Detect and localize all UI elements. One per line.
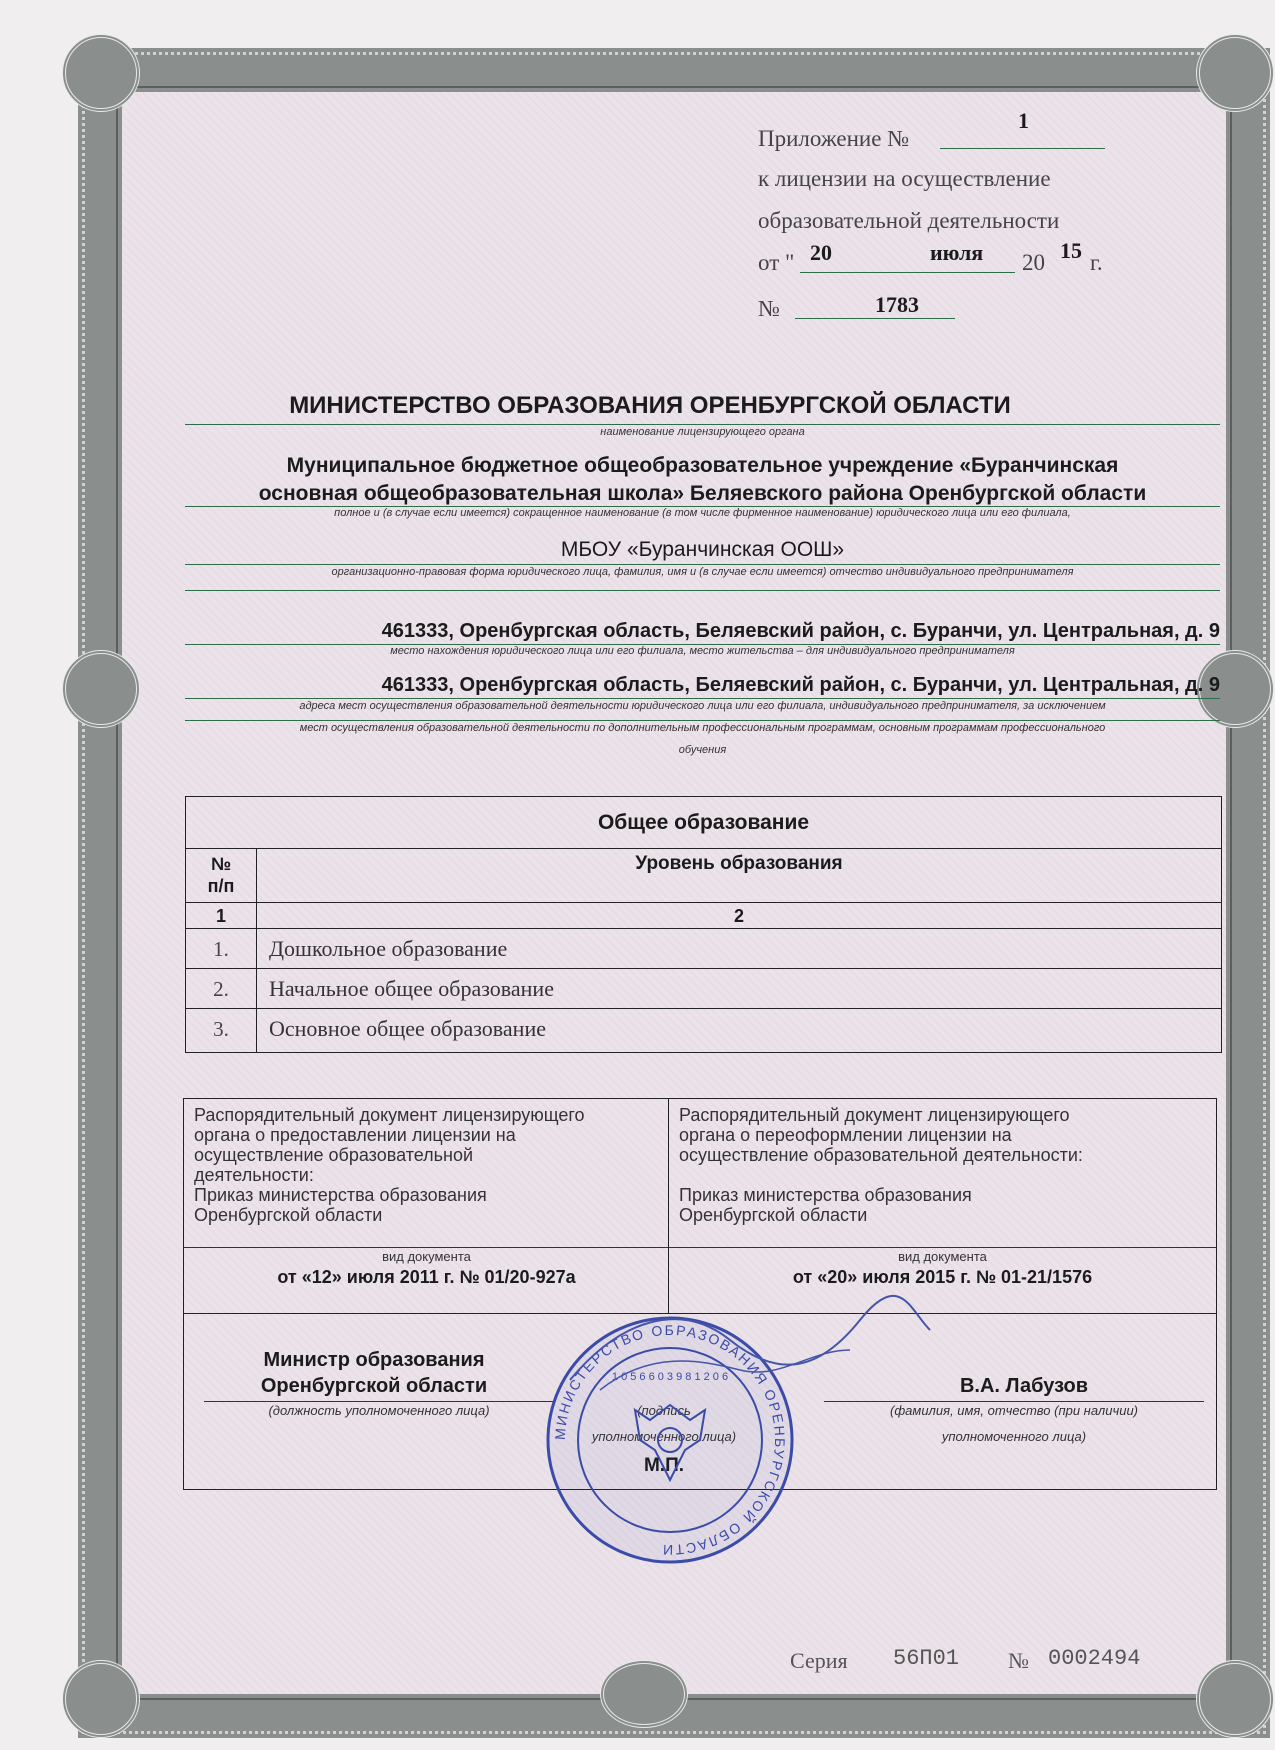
- table-row-number: 3.: [186, 1009, 257, 1052]
- table-row-level: Основное общее образование: [269, 1016, 546, 1041]
- corner-ornament: [1196, 1660, 1274, 1738]
- left-document-ref: от «12» июля 2011 г. № 01/20-927а: [277, 1267, 576, 1287]
- location-address: 461333, Оренбургская область, Беляевский район, с. Буранчи, ул. Центральная, д. 9: [381, 620, 1220, 642]
- signatory-position: [224, 1347, 524, 1399]
- year-end: г.: [1090, 250, 1103, 275]
- table-row-number: 2.: [186, 969, 257, 1009]
- underline: [800, 272, 1015, 273]
- appendix-line2: к лицензии на осуществление: [758, 166, 1051, 191]
- side-ornament: [62, 650, 140, 728]
- authority-name: МИНИСТЕРСТВО ОБРАЗОВАНИЯ ОРЕНБУРГСКОЙ ОБЛАСТИ: [289, 392, 1011, 419]
- corner-ornament: [62, 1660, 140, 1738]
- organization-hint: полное и (в случае если имеется) сокращенное наименование (в том числе фирменное наименование) юридического лица или его филиала,: [334, 507, 1071, 519]
- education-table-title: Общее образование: [186, 797, 1221, 849]
- signer-hint1: (фамилия, имя, отчество (при наличии): [889, 1403, 1138, 1418]
- year-suffix: 15: [1060, 238, 1082, 263]
- activity-hint2: мест осуществления образовательной деятельности по дополнительным профессиональным программам, основным программам профессионального: [299, 722, 1106, 734]
- underline: [204, 1401, 554, 1402]
- column-index-1: 1: [186, 903, 257, 929]
- authority-hint: наименование лицензирующего органа: [600, 426, 805, 438]
- day-value: 20: [810, 240, 832, 265]
- right-kind-hint: вид документа: [898, 1249, 987, 1264]
- appendix-label: Приложение №: [758, 126, 910, 151]
- column-header-level: Уровень образования: [257, 849, 1221, 903]
- stamp-inner-text: 1 0 5 6 6 0 3 9 8 1 2 0 6: [611, 1371, 729, 1383]
- underline: [795, 318, 955, 319]
- signature-scribble: [560, 1280, 940, 1400]
- organization-short-hint: организационно-правовая форма юридического лица, фамилия, имя и (в случае если имеется) отчество индивидуального предпринимателя: [331, 566, 1074, 578]
- series-number: 0002494: [1048, 1646, 1141, 1671]
- underline: [185, 698, 1220, 699]
- column-index-2: 2: [257, 903, 1221, 929]
- underline: [940, 148, 1105, 149]
- organization-line2: основная общеобразовательная школа» Беляевского района Оренбургской области: [258, 482, 1147, 505]
- signatory-position-line2: Оренбургской области: [260, 1375, 488, 1397]
- license-number: 1783: [875, 292, 919, 317]
- right-document-ref: от «20» июля 2015 г. № 01-21/1576: [792, 1267, 1093, 1287]
- series-number-label: №: [1008, 1648, 1029, 1673]
- underline: [185, 590, 1220, 591]
- column-header-number: № п/п: [186, 849, 257, 903]
- underline: [184, 1247, 669, 1248]
- activity-hint1: адреса мест осуществления образовательной деятельности юридического лица или его филиала, индивидуального предпринимателя, за исключением: [299, 700, 1106, 712]
- organization-line1: Муниципальное бюджетное общеобразовательное учреждение «Буранчинская: [286, 454, 1119, 477]
- appendix-number: 1: [1018, 108, 1029, 133]
- signer-name: В.А. Лабузов: [959, 1375, 1089, 1397]
- organization-short-name: МБОУ «Буранчинская ООШ»: [560, 538, 845, 561]
- month-value: июля: [930, 240, 984, 265]
- underline: [185, 564, 1220, 565]
- table-row-level: Начальное общее образование: [257, 969, 1221, 1009]
- underline: [185, 720, 1220, 721]
- education-table: [185, 796, 1222, 1053]
- underline: [669, 1247, 1216, 1248]
- corner-ornament: [1196, 34, 1274, 112]
- location-hint: место нахождения юридического лица или его филиала, место жительства – для индивидуального предпринимателя: [390, 645, 1015, 657]
- underline: [824, 1401, 1204, 1402]
- position-hint: (должность уполномоченного лица): [268, 1403, 490, 1418]
- activity-hint3: обучения: [678, 744, 727, 756]
- right-document-text: Распорядительный документ лицензирующего органа о переоформлении лицензии на осуществление образовательной деятельности: Приказ министерства образования Оренбургской области: [679, 1105, 1083, 1225]
- appendix-line3: образовательной деятельности: [758, 208, 1060, 233]
- year-prefix: 20: [1022, 250, 1045, 275]
- organization-name: [185, 452, 1220, 508]
- series-value: 56П01: [893, 1646, 960, 1671]
- corner-ornament: [62, 34, 140, 112]
- number-label: №: [758, 296, 780, 321]
- series-label: Серия: [790, 1648, 848, 1673]
- table-row-level: Дошкольное образование: [257, 929, 1221, 969]
- stamp-outer-text: МИНИСТЕРСТВО ОБРАЗОВАНИЯ ОРЕНБУРГСКОЙ ОБЛАСТИ: [551, 1321, 789, 1559]
- signer-hint2: уполномоченного лица): [941, 1429, 1087, 1444]
- activity-address: 461333, Оренбургская область, Беляевский район, с. Буранчи, ул. Центральная, д. 9: [381, 674, 1220, 696]
- left-document-text: Распорядительный документ лицензирующего органа о предоставлении лицензии на осуществление образовательной деятельности: Приказ министерства образования Оренбургской области: [194, 1105, 585, 1225]
- signatory-position-line1: Министр образования: [263, 1349, 485, 1371]
- table-row-number: 1.: [186, 929, 257, 969]
- from-prefix: от ": [758, 250, 795, 275]
- underline: [185, 424, 1220, 425]
- bottom-ornament: [600, 1660, 688, 1728]
- left-kind-hint: вид документа: [382, 1249, 471, 1264]
